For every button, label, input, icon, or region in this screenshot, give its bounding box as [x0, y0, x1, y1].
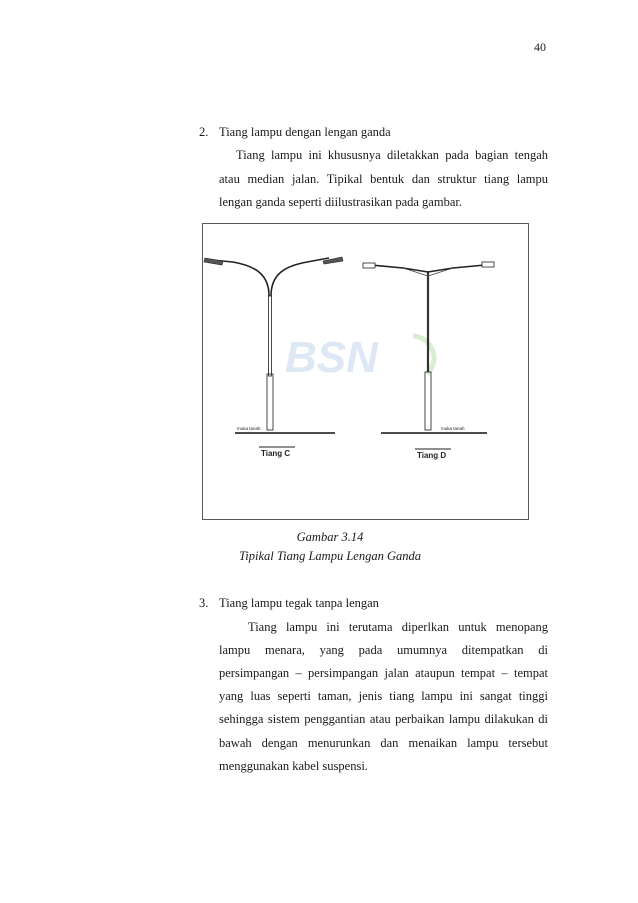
- figure-frame: [202, 223, 529, 520]
- paragraph-line: menggunakan kabel suspensi.: [219, 759, 368, 773]
- figure-number: Gambar 3.14: [296, 530, 364, 544]
- ground-label: muka tanah: [441, 426, 465, 431]
- pole-c-label: Tiang C: [261, 449, 291, 458]
- paragraph-line: lampu menara, yang pada umumnya ditempatkan di: [219, 643, 548, 657]
- lamp-head: [363, 263, 375, 268]
- paragraph-line: lengan ganda seperti diilustrasikan pada gambar.: [219, 195, 462, 209]
- page-number: 40: [534, 40, 546, 54]
- paragraph-line: atau median jalan. Tipikal bentuk dan struktur tiang lampu: [219, 172, 548, 186]
- paragraph-line: persimpangan – persimpangan jalan ataupun tempat – tempat: [219, 666, 548, 680]
- item-number: 2.: [199, 125, 209, 139]
- watermark: BSN: [285, 333, 378, 382]
- pole-d-label: Tiang D: [417, 451, 447, 460]
- paragraph-line: bawah dengan menurunkan dan menaikan lampu tersebut: [219, 736, 548, 750]
- item-heading: Tiang lampu tegak tanpa lengan: [219, 596, 379, 610]
- item-number: 3.: [199, 596, 209, 610]
- item-heading: Tiang lampu dengan lengan ganda: [219, 125, 391, 139]
- street-light-illustration: [203, 224, 528, 519]
- watermark-arc: [413, 336, 434, 374]
- paragraph-line: sehingga sistem penggantian atau perbaikan lampu dilakukan di: [219, 712, 548, 726]
- paragraph-line: Tiang lampu ini terutama diperlkan untuk menopang: [248, 620, 548, 634]
- pole-d: [363, 262, 494, 430]
- ground-label: muka tanah: [237, 426, 261, 431]
- lamp-head: [482, 262, 494, 267]
- paragraph-line: yang luas seperti taman, jenis tiang lampu ini sangat tinggi: [219, 689, 548, 703]
- lamp-head: [204, 258, 223, 265]
- paragraph-line: Tiang lampu ini khususnya diletakkan pada bagian tengah: [236, 148, 548, 162]
- figure-title: Tipikal Tiang Lampu Lengan Ganda: [239, 549, 421, 563]
